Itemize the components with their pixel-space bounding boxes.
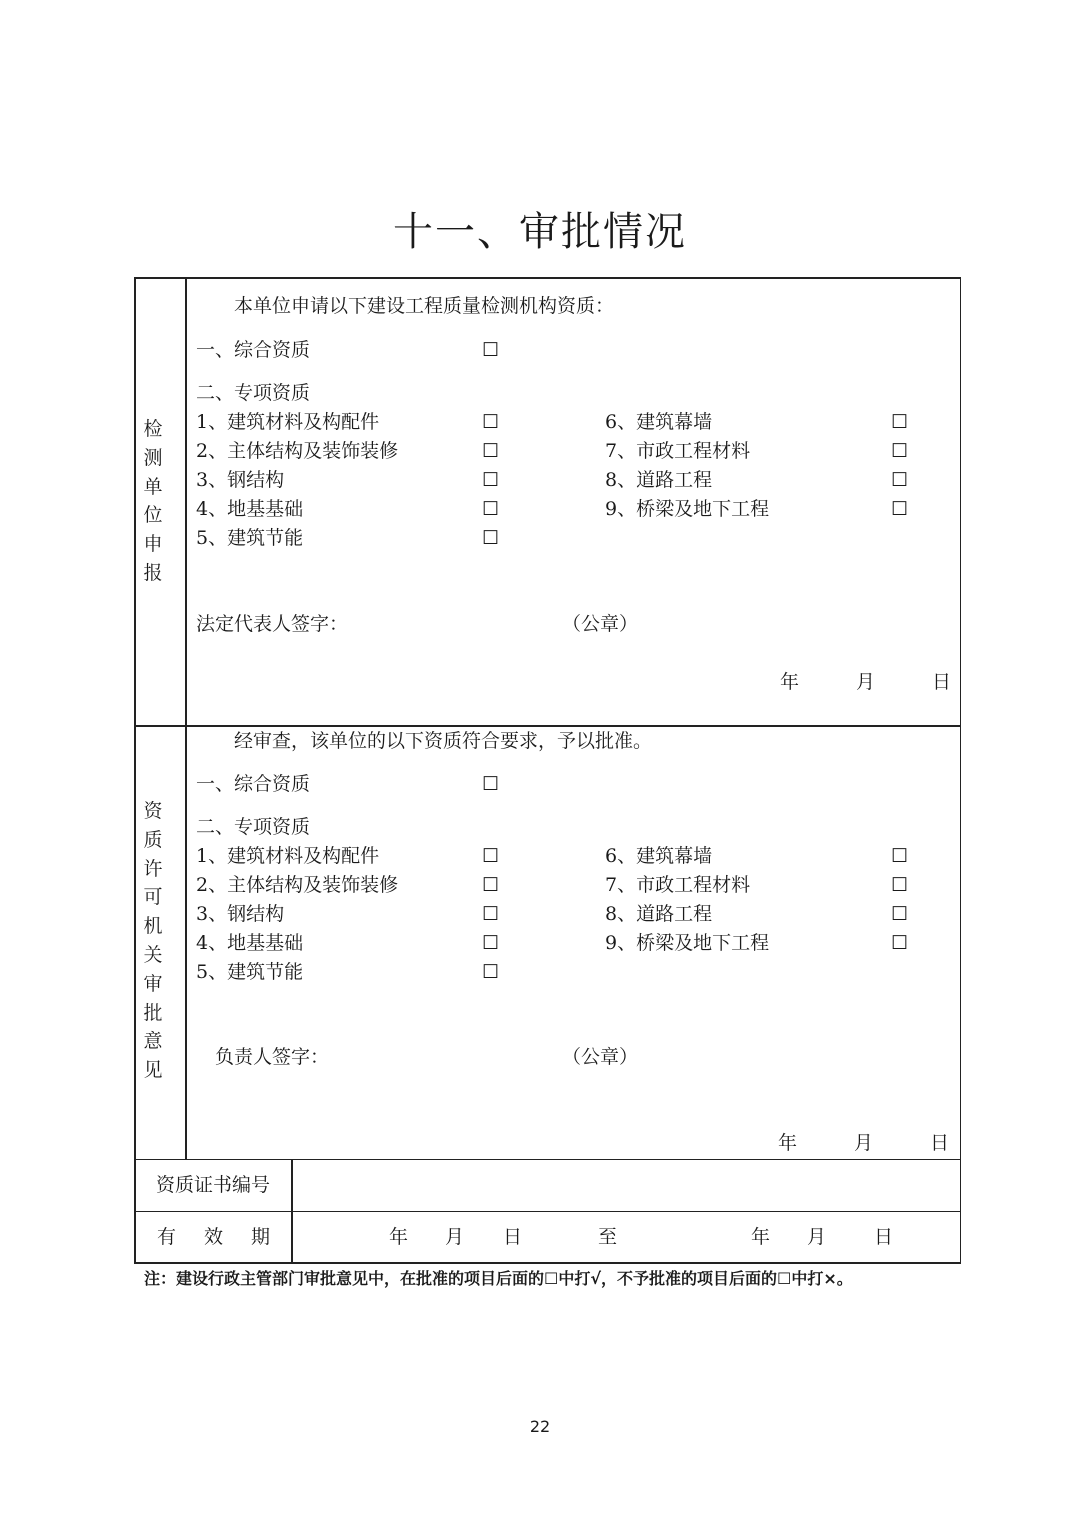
- section2-comprehensive-label: 一、综合资质: [196, 773, 311, 795]
- validity-start-day: 日: [503, 1226, 523, 1248]
- section2-item-checkbox[interactable]: ☐: [891, 903, 909, 925]
- section1-item-left: 5、建筑节能: [196, 527, 304, 549]
- section1-intro: 本单位申请以下建设工程质量检测机构资质：: [234, 295, 615, 317]
- section2-item-right: 7、市政工程材料: [605, 874, 751, 896]
- section1-item-checkbox[interactable]: ☐: [891, 440, 909, 462]
- section1-comprehensive-checkbox[interactable]: ☐: [482, 339, 500, 361]
- validity-label-char: 效: [204, 1226, 224, 1248]
- certificate-row-top: [134, 1159, 961, 1161]
- section1-signature-label: 法定代表人签字：: [196, 613, 349, 635]
- section2-item-checkbox[interactable]: ☐: [482, 874, 500, 896]
- section2-date-year: 年: [778, 1132, 798, 1154]
- section2-item-checkbox[interactable]: ☐: [482, 903, 500, 925]
- validity-end-month: 月: [807, 1226, 827, 1248]
- section2-date-month: 月: [854, 1132, 874, 1154]
- section2-item-right: 6、建筑幕墙: [605, 845, 713, 867]
- section2-item-left: 3、钢结构: [196, 903, 285, 925]
- section1-date-year: 年: [780, 671, 800, 693]
- validity-row-top: [134, 1211, 961, 1213]
- section1-item-left: 1、建筑材料及构配件: [196, 411, 380, 433]
- section1-seal-label: （公章）: [562, 613, 639, 635]
- section1-item-right: 8、道路工程: [605, 469, 713, 491]
- certificate-number-label: 资质证书编号: [156, 1174, 271, 1196]
- validity-label-char: 有: [157, 1226, 177, 1248]
- footnote: 注：建设行政主管部门审批意见中，在批准的项目后面的☐中打√，不予批准的项目后面的☐中打×。: [144, 1269, 853, 1288]
- section1-item-left: 3、钢结构: [196, 469, 285, 491]
- section2-item-left: 2、主体结构及装饰装修: [196, 874, 399, 896]
- section1-item-checkbox[interactable]: ☐: [482, 498, 500, 520]
- section2-item-checkbox[interactable]: ☐: [891, 845, 909, 867]
- section-divider: [134, 725, 961, 727]
- section2-item-left: 1、建筑材料及构配件: [196, 845, 380, 867]
- section2-signature-label: 负责人签字：: [215, 1046, 330, 1068]
- section1-item-checkbox[interactable]: ☐: [482, 411, 500, 433]
- section1-date-day: 日: [932, 671, 952, 693]
- page-title: 十一、审批情况: [393, 209, 687, 255]
- validity-end-year: 年: [751, 1226, 771, 1248]
- validity-to: 至: [598, 1226, 618, 1248]
- label-column-divider: [185, 277, 187, 1160]
- section2-intro: 经审查，该单位的以下资质符合要求，予以批准。: [234, 730, 653, 752]
- section2-item-checkbox[interactable]: ☐: [891, 932, 909, 954]
- section2-special-header: 二、专项资质: [196, 816, 311, 838]
- section1-special-header: 二、专项资质: [196, 382, 311, 404]
- validity-start-month: 月: [445, 1226, 465, 1248]
- section2-item-checkbox[interactable]: ☐: [482, 932, 500, 954]
- table-border-right: [960, 277, 962, 1264]
- section2-item-checkbox[interactable]: ☐: [482, 845, 500, 867]
- table-border-bottom: [134, 1262, 961, 1264]
- table-border-top: [134, 277, 961, 279]
- section1-item-right: 7、市政工程材料: [605, 440, 751, 462]
- section2-side-label: 资 质 许 可 机 关 审 批 意 见: [143, 800, 163, 1082]
- validity-start-year: 年: [389, 1226, 409, 1248]
- section1-item-checkbox[interactable]: ☐: [482, 527, 500, 549]
- section1-item-checkbox[interactable]: ☐: [482, 440, 500, 462]
- section2-item-left: 4、地基基础: [196, 932, 304, 954]
- section2-item-checkbox[interactable]: ☐: [891, 874, 909, 896]
- section1-item-left: 2、主体结构及装饰装修: [196, 440, 399, 462]
- section1-item-left: 4、地基基础: [196, 498, 304, 520]
- section1-comprehensive-label: 一、综合资质: [196, 339, 311, 361]
- section1-item-checkbox[interactable]: ☐: [482, 469, 500, 491]
- section2-date-day: 日: [930, 1132, 950, 1154]
- section1-date-month: 月: [856, 671, 876, 693]
- section2-item-right: 8、道路工程: [605, 903, 713, 925]
- section2-seal-label: （公章）: [562, 1046, 639, 1068]
- section1-item-checkbox[interactable]: ☐: [891, 469, 909, 491]
- validity-label-char: 期: [251, 1226, 271, 1248]
- section1-side-label: 检 测 单 位 申 报: [143, 418, 163, 584]
- section1-item-right: 6、建筑幕墙: [605, 411, 713, 433]
- page-number: 22: [529, 1417, 551, 1436]
- section1-item-right: 9、桥梁及地下工程: [605, 498, 770, 520]
- certificate-number-field[interactable]: [293, 1161, 958, 1209]
- validity-end-day: 日: [874, 1226, 894, 1248]
- section1-item-checkbox[interactable]: ☐: [891, 411, 909, 433]
- section2-comprehensive-checkbox[interactable]: ☐: [482, 773, 500, 795]
- section2-item-right: 9、桥梁及地下工程: [605, 932, 770, 954]
- section1-item-checkbox[interactable]: ☐: [891, 498, 909, 520]
- section2-item-left: 5、建筑节能: [196, 961, 304, 983]
- section2-item-checkbox[interactable]: ☐: [482, 961, 500, 983]
